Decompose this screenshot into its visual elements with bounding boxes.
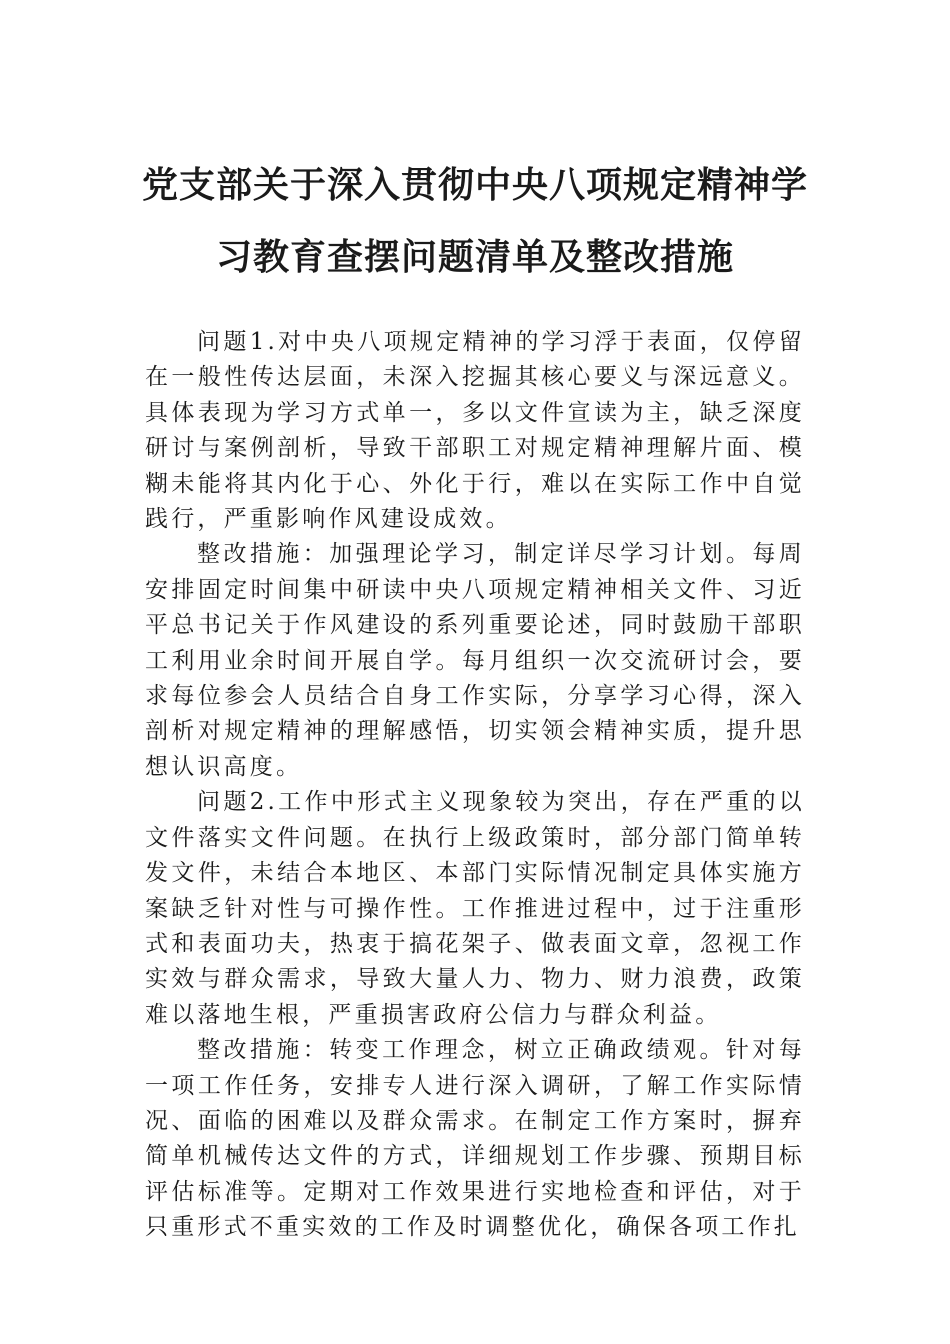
document-body [145,325,805,1246]
paragraph-problem-1: 问题1.对中央八项规定精神的学习浮于表面，仅停留在一般性传达层面，未深入挖掘其核心要义与深远意义。具体表现为学习方式单一，多以文件宣读为主，缺乏深度研讨与案例剖析，导致干部职工对规定精神理解片面、模糊未能将其内化于心、外化于行，难以在实际工作中自觉践行，严重影响作风建设成效。 [145,329,805,533]
paragraph-measure-1: 整改措施：加强理论学习，制定详尽学习计划。每周安排固定时间集中研读中央八项规定精神相关文件、习近平总书记关于作风建设的系列重要论述，同时鼓励干部职工利用业余时间开展自学。每月组织一次交流研讨会，要求每位参会人员结合自身工作实际，分享学习心得，深入剖析对规定精神的理解感悟，切实领会精神实质，提升思想认识高度。 [145,541,805,780]
document-title-line-2: 习教育查摆问题清单及整改措施 [215,236,734,278]
paragraph-problem-2: 问题2.工作中形式主义现象较为突出，存在严重的以文件落实文件问题。在执行上级政策时，部分部门简单转发文件，未结合本地区、本部门实际情况制定具体实施方案缺乏针对性与可操作性。工作推进过程中，过于注重形式和表面功夫，热衷于搞花架子、做表面文章，忽视工作实效与群众需求，导致大量人力、物力、财力浪费，政策难以落地生根，严重损害政府公信力与群众利益。 [145,789,805,1028]
paragraph-measure-2: 整改措施：转变工作理念，树立正确政绩观。针对每一项工作任务，安排专人进行深入调研，了解工作实际情况、面临的困难以及群众需求。在制定工作方案时，摒弃简单机械传达文件的方式，详细规划工作步骤、预期目标评估标准等。定期对工作效果进行实地检查和评估，对于只重形式不重实效的工作及时调整优化，确保各项工作扎 [145,1037,805,1241]
document-title-line-1: 党支部关于深入贯彻中央八项规定精神学 [141,164,808,206]
